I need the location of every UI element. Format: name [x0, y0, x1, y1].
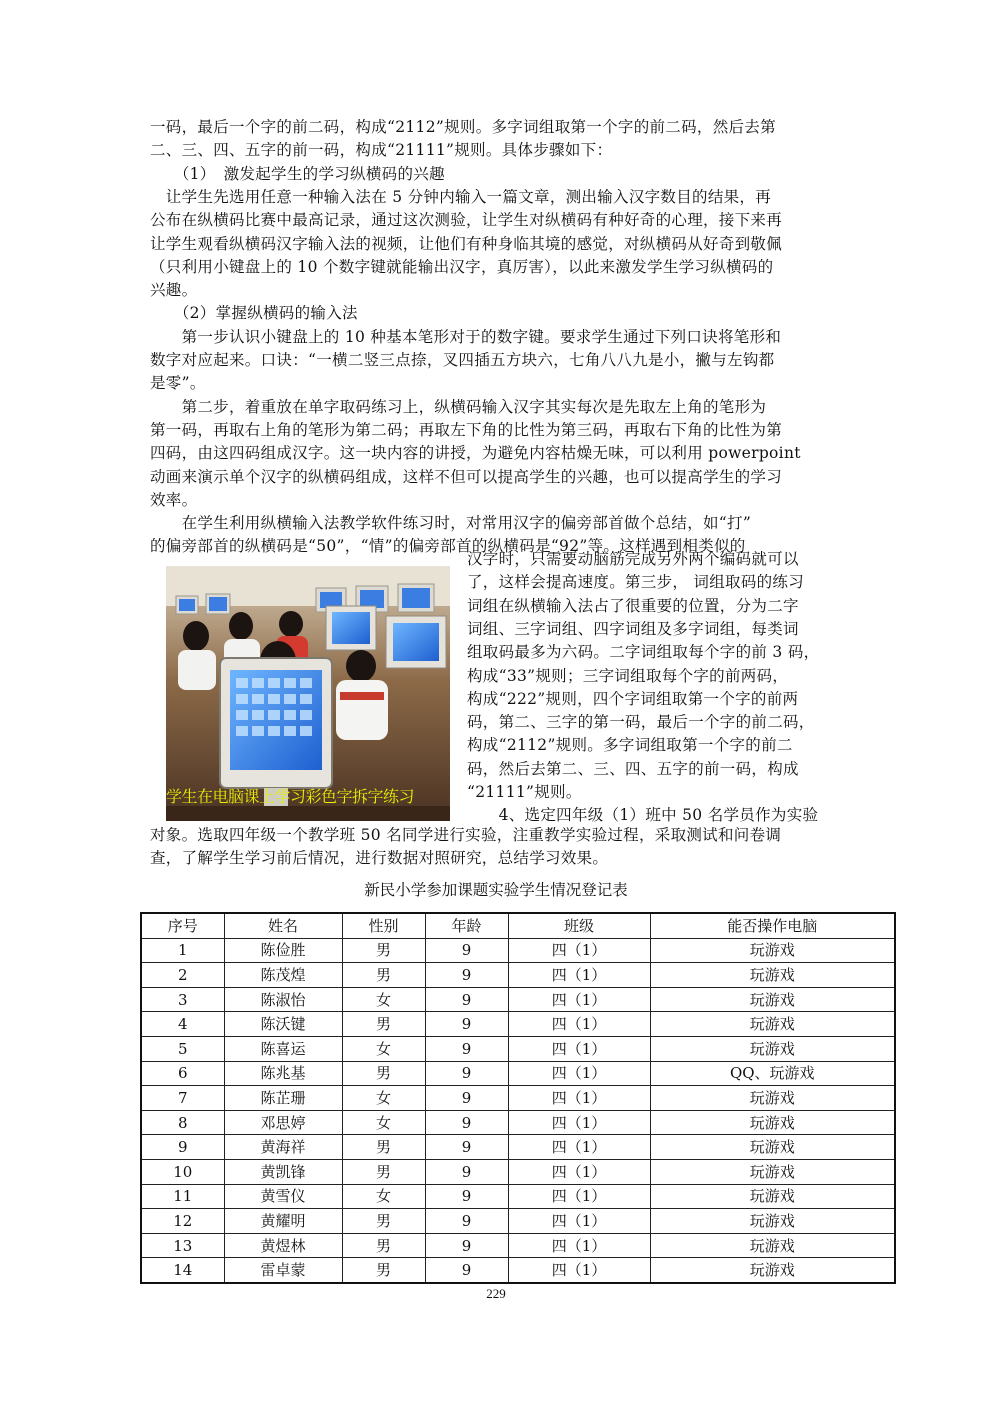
- cell-class: 四（1）: [508, 1184, 650, 1209]
- cell-name: 陈芷珊: [224, 1086, 342, 1111]
- text-line: 汉字时，只需要动脑筋完成另外两个编码就可以: [467, 550, 799, 568]
- cell-index: 6: [141, 1061, 224, 1086]
- table-row: [141, 1209, 895, 1234]
- text-line: 动画来演示单个汉字的纵横码组成，这样不但可以提高学生的兴趣，也可以提高学生的学习: [150, 467, 783, 486]
- text-line: 数字对应起来。口诀：“一横二竖三点捺，叉四插五方块六，七角八八九是小，撇与左钩都: [150, 351, 775, 369]
- cell-gender: 男: [342, 1258, 425, 1283]
- col-header-name: 姓名: [224, 913, 342, 938]
- table-row: [141, 1036, 895, 1061]
- table-row: [141, 1061, 895, 1086]
- cell-index: 12: [141, 1209, 224, 1234]
- cell-name: 陈俭胜: [224, 938, 342, 963]
- cell-gender: 男: [342, 1159, 425, 1184]
- cell-class: 四（1）: [508, 1159, 650, 1184]
- cell-age: 9: [425, 1012, 508, 1037]
- cell-computer-skill: 玩游戏: [650, 1086, 895, 1111]
- cell-name: 陈喜运: [224, 1036, 342, 1061]
- text-line: 公布在纵横码比赛中最高记录，通过这次测验，让学生对纵横码有种好奇的心理，接下来再: [150, 211, 783, 230]
- cell-index: 2: [141, 963, 224, 988]
- cell-gender: 男: [342, 963, 425, 988]
- table-row: [141, 1258, 895, 1283]
- text-line: 让学生先选用任意一种输入法在 5 分钟内输入一篇文章，测出输入汉字数目的结果，再: [150, 187, 772, 206]
- table-row: [141, 1135, 895, 1160]
- table-row: [141, 1012, 895, 1037]
- cell-gender: 男: [342, 938, 425, 963]
- photo-caption: 学生在电脑课上学习彩色字拆字练习: [166, 787, 415, 806]
- col-header-class: 班级: [508, 913, 650, 938]
- table-row: [141, 963, 895, 988]
- cell-computer-skill: QQ、玩游戏: [650, 1061, 895, 1086]
- cell-name: 黄耀明: [224, 1209, 342, 1234]
- cell-index: 11: [141, 1184, 224, 1209]
- cell-class: 四（1）: [508, 963, 650, 988]
- cell-index: 1: [141, 938, 224, 963]
- cell-gender: 男: [342, 1061, 425, 1086]
- cell-index: 4: [141, 1012, 224, 1037]
- text-line: 4、选定四年级（1）班中 50 名学员作为实验: [467, 806, 819, 825]
- cell-gender: 女: [342, 1184, 425, 1209]
- cell-class: 四（1）: [508, 1209, 650, 1234]
- cell-name: 陈兆基: [224, 1061, 342, 1086]
- cell-name: 邓思婷: [224, 1110, 342, 1135]
- cell-index: 8: [141, 1110, 224, 1135]
- table-row: [141, 1184, 895, 1209]
- text-line: 对象。选取四年级一个教学班 50 名同学进行实验，注重教学实验过程，采取测试和问卷调: [150, 826, 782, 844]
- text-line: 的偏旁部首的纵横码是“50”，“情”的偏旁部首的纵横码是“92”等。这样遇到相类似的: [150, 537, 746, 556]
- cell-gender: 男: [342, 1233, 425, 1258]
- text-line: 组取码最多为六码。二字词组取每个字的前 3 码，: [467, 643, 820, 662]
- cell-age: 9: [425, 1036, 508, 1061]
- cell-gender: 女: [342, 987, 425, 1012]
- cell-class: 四（1）: [508, 987, 650, 1012]
- cell-class: 四（1）: [508, 1258, 650, 1283]
- cell-class: 四（1）: [508, 1086, 650, 1111]
- cell-computer-skill: 玩游戏: [650, 1209, 895, 1234]
- table-row: [141, 1233, 895, 1258]
- cell-name: 陈沃键: [224, 1012, 342, 1037]
- cell-index: 3: [141, 987, 224, 1012]
- text-line: 构成“2112”规则。多字词组取第一个字的前二: [467, 736, 793, 755]
- table-row: [141, 1159, 895, 1184]
- text-line: 兴趣。: [150, 281, 198, 300]
- text-line: 让学生观看纵横码汉字输入法的视频，让他们有种身临其境的感觉，对纵横码从好奇到敬佩: [150, 234, 783, 253]
- cell-class: 四（1）: [508, 938, 650, 963]
- col-header-age: 年龄: [425, 913, 508, 938]
- cell-gender: 女: [342, 1036, 425, 1061]
- cell-name: 黄雪仪: [224, 1184, 342, 1209]
- cell-gender: 男: [342, 1209, 425, 1234]
- cell-age: 9: [425, 1233, 508, 1258]
- cell-name: 雷卓蒙: [224, 1258, 342, 1283]
- cell-age: 9: [425, 963, 508, 988]
- cell-computer-skill: 玩游戏: [650, 1012, 895, 1037]
- cell-computer-skill: 玩游戏: [650, 1135, 895, 1160]
- cell-computer-skill: 玩游戏: [650, 1258, 895, 1283]
- text-line: 词组、三字词组、四字词组及多字词组，每类词: [467, 619, 799, 638]
- cell-age: 9: [425, 1086, 508, 1111]
- table-row: [141, 1086, 895, 1111]
- cell-gender: 女: [342, 1110, 425, 1135]
- cell-computer-skill: 玩游戏: [650, 1110, 895, 1135]
- text-line: 码，然后去第二、三、四、五字的前一码，构成: [467, 759, 799, 778]
- text-line: （2）掌握纵横码的输入法: [150, 304, 358, 323]
- page-number: 229: [486, 1286, 506, 1301]
- text-line: 四码，由这四码组成汉字。这一块内容的讲授，为避免内容枯燥无味，可以利用 powerpoint: [150, 444, 801, 463]
- cell-computer-skill: 玩游戏: [650, 1184, 895, 1209]
- text-line: 第二步，着重放在单字取码练习上，纵横码输入汉字其实每次是先取左上角的笔形为: [150, 397, 767, 416]
- cell-age: 9: [425, 1110, 508, 1135]
- student-registration-table: [140, 912, 896, 1284]
- text-line: （1） 激发起学生的学习纵横码的兴趣: [150, 164, 445, 183]
- cell-name: 陈茂煌: [224, 963, 342, 988]
- cell-computer-skill: 玩游戏: [650, 938, 895, 963]
- cell-index: 9: [141, 1135, 224, 1160]
- cell-age: 9: [425, 1184, 508, 1209]
- text-line: 效率。: [150, 490, 198, 509]
- text-line: 是零”。: [150, 374, 206, 393]
- cell-age: 9: [425, 938, 508, 963]
- col-header-index: 序号: [141, 913, 224, 938]
- table-header-row: [141, 913, 895, 938]
- table-title: 新民小学参加课题实验学生情况登记表: [364, 881, 628, 899]
- text-line: 一码，最后一个字的前二码，构成“2112”规则。多字词组取第一个字的前二码，然后去第: [150, 118, 776, 136]
- text-line: 第一码，再取右上角的笔形为第二码；再取左下角的比性为第三码，再取右下角的比性为第: [150, 420, 783, 439]
- cell-class: 四（1）: [508, 1012, 650, 1037]
- cell-name: 陈淑怡: [224, 987, 342, 1012]
- cell-computer-skill: 玩游戏: [650, 987, 895, 1012]
- cell-age: 9: [425, 1135, 508, 1160]
- cell-gender: 男: [342, 1012, 425, 1037]
- cell-age: 9: [425, 1061, 508, 1086]
- cell-class: 四（1）: [508, 1135, 650, 1160]
- text-line: 在学生利用纵横输入法教学软件练习时，对常用汉字的偏旁部首做个总结，如“打”: [150, 514, 752, 533]
- cell-index: 13: [141, 1233, 224, 1258]
- cell-age: 9: [425, 1159, 508, 1184]
- text-line: 二、三、四、五字的前一码，构成“21111”规则。具体步骤如下：: [150, 141, 613, 160]
- cell-computer-skill: 玩游戏: [650, 1233, 895, 1258]
- col-header-computer-skill: 能否操作电脑: [650, 913, 895, 938]
- text-line: 了，这样会提高速度。第三步， 词组取码的练习: [467, 573, 805, 592]
- classroom-photo: [166, 566, 450, 821]
- cell-class: 四（1）: [508, 1110, 650, 1135]
- cell-computer-skill: 玩游戏: [650, 963, 895, 988]
- cell-computer-skill: 玩游戏: [650, 1159, 895, 1184]
- table-row: [141, 1110, 895, 1135]
- cell-age: 9: [425, 987, 508, 1012]
- cell-index: 7: [141, 1086, 224, 1111]
- cell-class: 四（1）: [508, 1036, 650, 1061]
- text-line: （只利用小键盘上的 10 个数字键就能输出汉字，真厉害），以此来激发学生学习纵横码的: [150, 257, 774, 276]
- text-line: 码，第二、三字的第一码，最后一个字的前二码，: [467, 713, 815, 732]
- text-line: 词组在纵横输入法占了很重要的位置，分为二字: [467, 596, 799, 615]
- cell-computer-skill: 玩游戏: [650, 1036, 895, 1061]
- text-line: 第一步认识小键盘上的 10 种基本笔形对于的数字键。要求学生通过下列口诀将笔形和: [150, 327, 782, 346]
- text-line: 构成“33”规则；三字词组取每个字的前两码，: [467, 666, 789, 685]
- text-line: “21111”规则。: [467, 783, 582, 801]
- cell-age: 9: [425, 1209, 508, 1234]
- text-line: 构成“222”规则，四个字词组取第一个字的前两: [467, 689, 799, 708]
- col-header-gender: 性别: [342, 913, 425, 938]
- text-line: 查，了解学生学习前后情况，进行数据对照研究，总结学习效果。: [150, 849, 609, 868]
- classroom-illustration: [166, 566, 450, 821]
- cell-name: 黄煜林: [224, 1233, 342, 1258]
- cell-index: 10: [141, 1159, 224, 1184]
- cell-class: 四（1）: [508, 1061, 650, 1086]
- table-row: [141, 987, 895, 1012]
- cell-class: 四（1）: [508, 1233, 650, 1258]
- cell-name: 黄海祥: [224, 1135, 342, 1160]
- cell-gender: 男: [342, 1135, 425, 1160]
- cell-age: 9: [425, 1258, 508, 1283]
- cell-index: 14: [141, 1258, 224, 1283]
- table-row: [141, 938, 895, 963]
- cell-index: 5: [141, 1036, 224, 1061]
- cell-gender: 女: [342, 1086, 425, 1111]
- cell-name: 黄凯锋: [224, 1159, 342, 1184]
